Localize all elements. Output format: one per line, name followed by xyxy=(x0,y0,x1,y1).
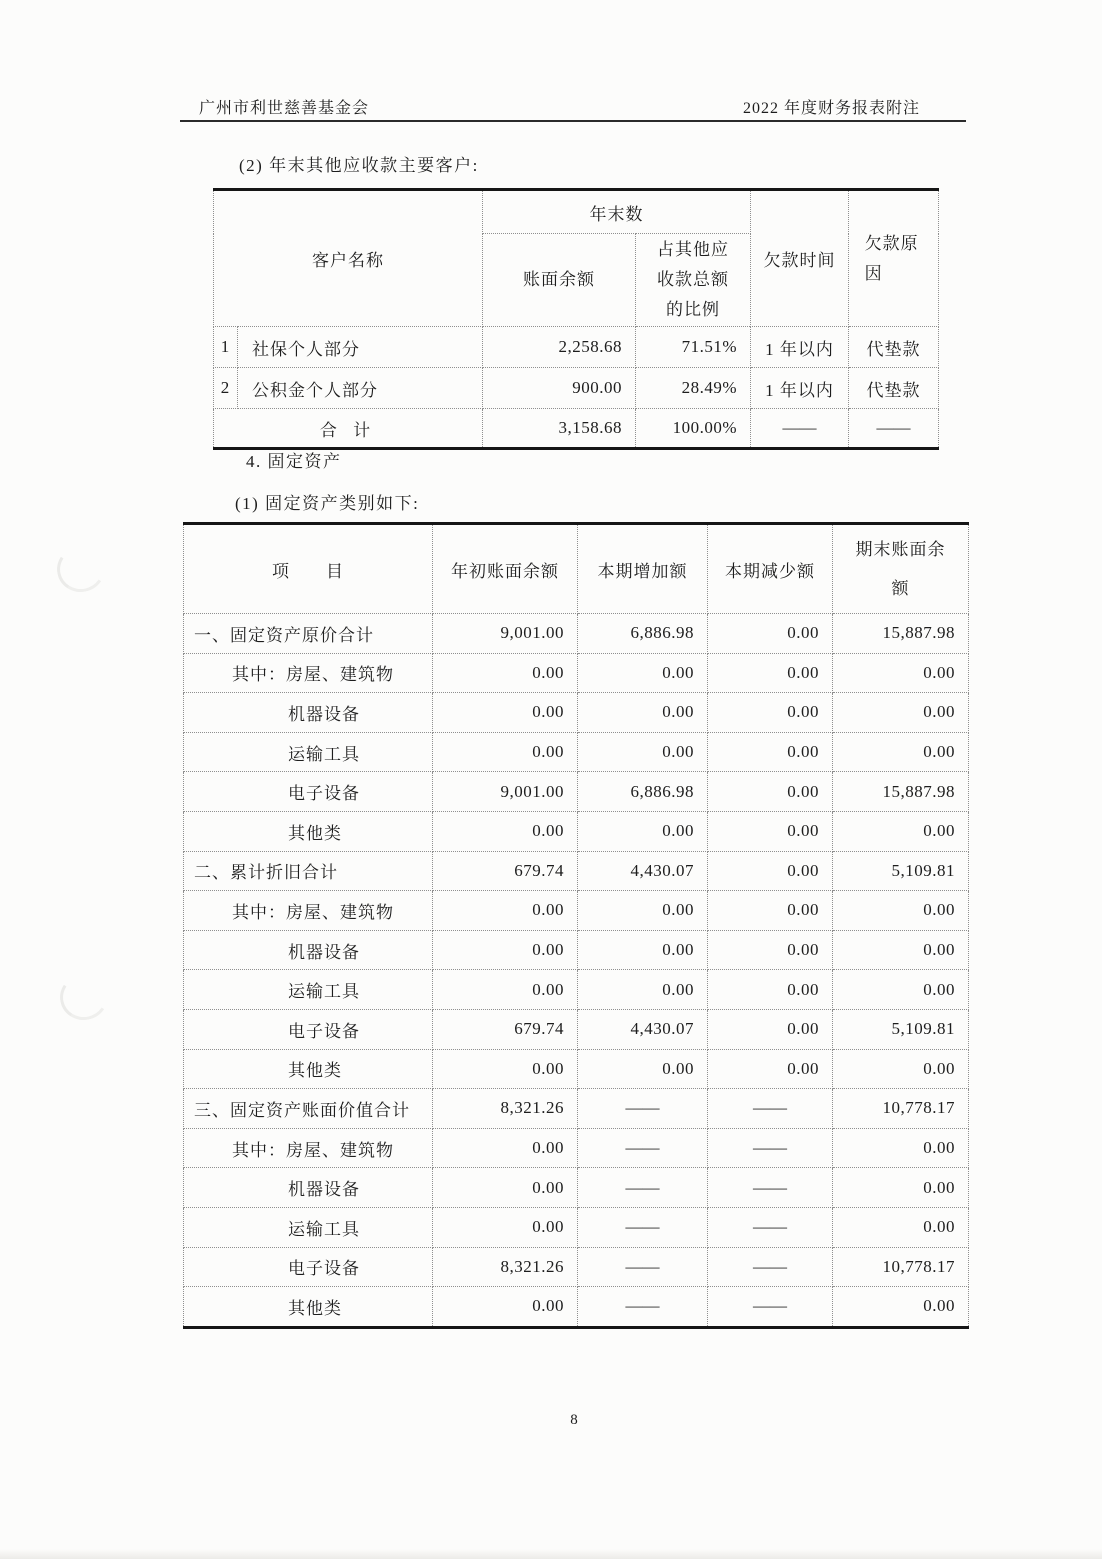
cell-customer-name: 社保个人部分 xyxy=(238,327,483,368)
table-row xyxy=(184,1207,969,1247)
cell-debt-time: 1 年以内 xyxy=(751,368,849,409)
table-row xyxy=(184,614,969,654)
cell-decrease: 0.00 xyxy=(708,653,833,693)
cell-end: 0.00 xyxy=(833,891,969,931)
page-number: 8 xyxy=(570,1412,578,1428)
table-row xyxy=(184,851,969,891)
cell-begin: 0.00 xyxy=(433,732,578,772)
cell-end: 0.00 xyxy=(833,732,969,772)
fixed-assets-section-title: 4. 固定资产 xyxy=(246,452,342,471)
cell-decrease: —— xyxy=(708,1089,833,1129)
cell-customer-name: 公积金个人部分 xyxy=(238,368,483,409)
cell-decrease: 0.00 xyxy=(708,811,833,851)
cell-decrease: —— xyxy=(708,1128,833,1168)
cell-item-label: 电子设备 xyxy=(184,1247,433,1287)
cell-increase: —— xyxy=(578,1247,708,1287)
cell-book-balance: 2,258.68 xyxy=(483,327,636,368)
cell-ratio: 28.49% xyxy=(636,368,751,409)
cell-end: 0.00 xyxy=(833,653,969,693)
table-row xyxy=(184,811,969,851)
cell-debt-time: 1 年以内 xyxy=(751,327,849,368)
punch-hole xyxy=(56,970,113,1025)
col-header-begin-balance: 年初账面余额 xyxy=(433,524,578,614)
cell-increase: 0.00 xyxy=(578,811,708,851)
cell-debt-reason: 代垫款 xyxy=(849,327,939,368)
cell-decrease: 0.00 xyxy=(708,1009,833,1049)
cell-item-label: 其他类 xyxy=(184,811,433,851)
table-header-row xyxy=(184,524,969,614)
col-header-decrease: 本期减少额 xyxy=(708,524,833,614)
document-org-name: 广州市利世慈善基金会 xyxy=(199,100,370,117)
col-header-yearend-group: 年末数 xyxy=(483,190,751,234)
table-row xyxy=(184,772,969,812)
cell-item-label: 其中：房屋、建筑物 xyxy=(184,891,433,931)
cell-end: 0.00 xyxy=(833,811,969,851)
cell-increase: 0.00 xyxy=(578,653,708,693)
cell-ratio: 71.51% xyxy=(636,327,751,368)
cell-decrease: —— xyxy=(708,1207,833,1247)
fixed-assets-table xyxy=(183,522,969,1329)
col-header-customer: 客户名称 xyxy=(214,190,483,327)
table-row xyxy=(184,1009,969,1049)
cell-decrease: 0.00 xyxy=(708,891,833,931)
table-row xyxy=(184,732,969,772)
cell-end: 0.00 xyxy=(833,970,969,1010)
cell-item-label: 运输工具 xyxy=(184,970,433,1010)
cell-end: 0.00 xyxy=(833,1287,969,1328)
cell-increase: 4,430.07 xyxy=(578,1009,708,1049)
col-header-end-balance-text: 期末账面余额 xyxy=(855,539,946,598)
cell-end: 0.00 xyxy=(833,930,969,970)
cell-end: 0.00 xyxy=(833,1168,969,1208)
cell-end: 10,778.17 xyxy=(833,1089,969,1129)
table-row xyxy=(184,891,969,931)
cell-increase: —— xyxy=(578,1287,708,1328)
cell-begin: 9,001.00 xyxy=(433,614,578,654)
col-header-end-balance xyxy=(833,524,969,614)
cell-increase: —— xyxy=(578,1207,708,1247)
cell-begin: 0.00 xyxy=(433,1128,578,1168)
cell-end: 5,109.81 xyxy=(833,1009,969,1049)
cell-begin: 0.00 xyxy=(433,811,578,851)
cell-row-number: 1 xyxy=(214,327,238,368)
cell-decrease: 0.00 xyxy=(708,693,833,733)
cell-item-label: 机器设备 xyxy=(184,930,433,970)
cell-end: 15,887.98 xyxy=(833,772,969,812)
cell-increase: 4,430.07 xyxy=(578,851,708,891)
col-header-ratio-text: 占其他应收款总额的比例 xyxy=(656,240,729,319)
cell-increase: —— xyxy=(578,1089,708,1129)
cell-increase: 0.00 xyxy=(578,970,708,1010)
cell-end: 0.00 xyxy=(833,1049,969,1089)
cell-item-label: 其中：房屋、建筑物 xyxy=(184,653,433,693)
total-time-dash: —— xyxy=(751,409,849,449)
fixed-assets-section-subtitle: (1) 固定资产类别如下: xyxy=(235,494,420,513)
document-title: 2022 年度财务报表附注 xyxy=(742,100,920,117)
table-row xyxy=(184,653,969,693)
col-header-ratio xyxy=(636,234,751,327)
table-row xyxy=(184,1089,969,1129)
cell-increase: 0.00 xyxy=(578,930,708,970)
cell-begin: 679.74 xyxy=(433,1009,578,1049)
cell-decrease: 0.00 xyxy=(708,930,833,970)
cell-begin: 0.00 xyxy=(433,1287,578,1328)
cell-item-label: 运输工具 xyxy=(184,732,433,772)
cell-begin: 0.00 xyxy=(433,653,578,693)
cell-decrease: 0.00 xyxy=(708,772,833,812)
table-row xyxy=(184,1287,969,1328)
cell-begin: 0.00 xyxy=(433,891,578,931)
cell-end: 0.00 xyxy=(833,1207,969,1247)
cell-decrease: 0.00 xyxy=(708,1049,833,1089)
cell-item-label: 一、固定资产原价合计 xyxy=(184,614,433,654)
cell-increase: 0.00 xyxy=(578,693,708,733)
table-row xyxy=(184,1168,969,1208)
cell-begin: 0.00 xyxy=(433,930,578,970)
total-ratio: 100.00% xyxy=(636,409,751,449)
cell-increase: 0.00 xyxy=(578,1049,708,1089)
cell-begin: 679.74 xyxy=(433,851,578,891)
cell-row-number: 2 xyxy=(214,368,238,409)
cell-increase: 0.00 xyxy=(578,732,708,772)
punch-hole xyxy=(53,542,110,597)
cell-item-label: 三、固定资产账面价值合计 xyxy=(184,1089,433,1129)
col-header-debt-time: 欠款时间 xyxy=(751,190,849,327)
col-header-book-balance: 账面余额 xyxy=(483,234,636,327)
header-rule xyxy=(180,120,966,122)
table-row xyxy=(184,1049,969,1089)
cell-end: 0.00 xyxy=(833,693,969,733)
col-header-debt-reason xyxy=(849,190,939,327)
cell-item-label: 其他类 xyxy=(184,1287,433,1328)
receivables-section-title: (2) 年末其他应收款主要客户: xyxy=(239,156,479,175)
cell-decrease: 0.00 xyxy=(708,851,833,891)
scan-bottom-edge xyxy=(0,1549,1102,1559)
cell-decrease: —— xyxy=(708,1168,833,1208)
total-label: 合 计 xyxy=(214,409,483,449)
table-row xyxy=(214,327,939,368)
total-balance: 3,158.68 xyxy=(483,409,636,449)
cell-item-label: 电子设备 xyxy=(184,772,433,812)
cell-begin: 9,001.00 xyxy=(433,772,578,812)
cell-begin: 8,321.26 xyxy=(433,1089,578,1129)
cell-increase: 6,886.98 xyxy=(578,614,708,654)
cell-item-label: 运输工具 xyxy=(184,1207,433,1247)
cell-book-balance: 900.00 xyxy=(483,368,636,409)
cell-item-label: 电子设备 xyxy=(184,1009,433,1049)
cell-item-label: 机器设备 xyxy=(184,1168,433,1208)
cell-item-label: 其他类 xyxy=(184,1049,433,1089)
cell-begin: 0.00 xyxy=(433,1049,578,1089)
cell-increase: —— xyxy=(578,1168,708,1208)
cell-end: 10,778.17 xyxy=(833,1247,969,1287)
total-row xyxy=(214,409,939,449)
cell-decrease: 0.00 xyxy=(708,614,833,654)
cell-begin: 0.00 xyxy=(433,693,578,733)
col-header-debt-reason-text: 欠款原因 xyxy=(864,233,919,283)
table-header-row xyxy=(214,190,939,234)
table-row xyxy=(184,1128,969,1168)
cell-end: 5,109.81 xyxy=(833,851,969,891)
cell-decrease: 0.00 xyxy=(708,732,833,772)
cell-decrease: 0.00 xyxy=(708,970,833,1010)
receivables-table xyxy=(213,188,939,450)
table-row xyxy=(184,970,969,1010)
cell-begin: 0.00 xyxy=(433,970,578,1010)
cell-item-label: 机器设备 xyxy=(184,693,433,733)
cell-decrease: —— xyxy=(708,1247,833,1287)
cell-begin: 0.00 xyxy=(433,1207,578,1247)
cell-item-label: 二、累计折旧合计 xyxy=(184,851,433,891)
cell-increase: 0.00 xyxy=(578,891,708,931)
cell-increase: 6,886.98 xyxy=(578,772,708,812)
cell-begin: 8,321.26 xyxy=(433,1247,578,1287)
col-header-increase: 本期增加额 xyxy=(578,524,708,614)
cell-increase: —— xyxy=(578,1128,708,1168)
col-header-item: 项 目 xyxy=(184,524,433,614)
total-reason-dash: —— xyxy=(849,409,939,449)
table-row xyxy=(184,930,969,970)
cell-item-label: 其中：房屋、建筑物 xyxy=(184,1128,433,1168)
table-row xyxy=(184,693,969,733)
cell-end: 15,887.98 xyxy=(833,614,969,654)
cell-decrease: —— xyxy=(708,1287,833,1328)
table-row xyxy=(184,1247,969,1287)
table-row xyxy=(214,368,939,409)
cell-end: 0.00 xyxy=(833,1128,969,1168)
cell-debt-reason: 代垫款 xyxy=(849,368,939,409)
cell-begin: 0.00 xyxy=(433,1168,578,1208)
